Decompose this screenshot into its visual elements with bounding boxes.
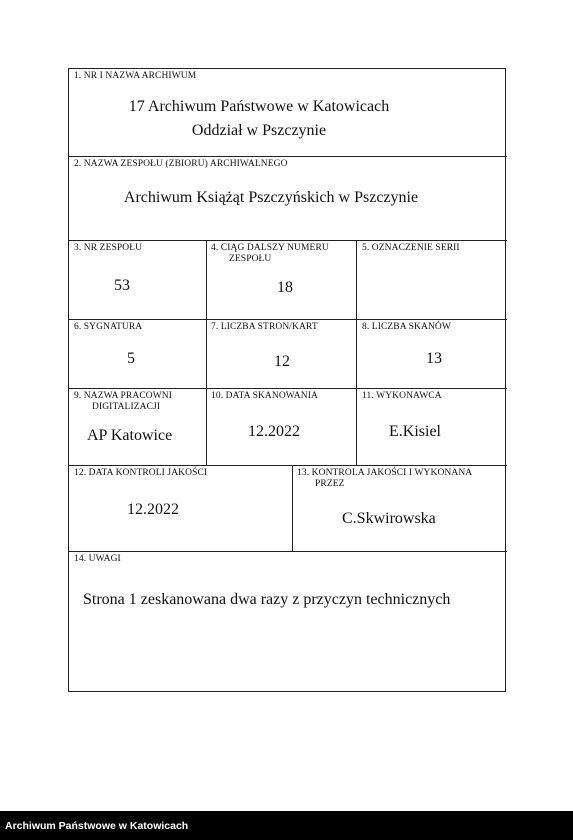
operator-label: 11. WYKONAWCA: [362, 391, 442, 401]
digitization-lab-label: 9. NAZWA PRACOWNI: [74, 391, 173, 401]
column-divider: [292, 465, 293, 551]
metadata-form: [68, 68, 506, 692]
fonds-name-label: 2. NAZWA ZESPOŁU (ZBIORU) ARCHIWALNEGO: [74, 159, 288, 169]
footer-archive-name: Archiwum Państwowe w Katowicach: [5, 820, 189, 832]
signature-label: 6. SYGNATURA: [74, 322, 143, 332]
fonds-name-value: Archiwum Książąt Pszczyńskich w Pszczynie: [123, 189, 419, 206]
scan-date-label: 10. DATA SKANOWANIA: [211, 391, 318, 401]
scan-date-value: 12.2022: [248, 423, 300, 440]
archive-name-line1: 17 Archiwum Państwowe w Katowicach: [128, 98, 390, 115]
archive-name-line2: Oddział w Pszczynie: [191, 122, 327, 139]
scan-count-label: 8. LICZBA SKANÓW: [362, 322, 451, 332]
row-divider: [69, 319, 507, 320]
row-divider: [69, 156, 507, 157]
digitization-lab-value: AP Katowice: [87, 427, 173, 444]
quality-control-by-label-line2: PRZEZ: [315, 479, 345, 489]
fonds-continuation-label: 4. CIĄG DALSZY NUMERU: [211, 243, 329, 253]
footer-bar: [0, 811, 573, 840]
scan-count-value: 13: [426, 350, 442, 367]
row-divider: [69, 465, 507, 466]
row-divider: [69, 388, 507, 389]
digitization-lab-label-line2: DIGITALIZACJI: [92, 402, 161, 412]
fonds-continuation-label-line2: ZESPOŁU: [229, 254, 272, 264]
operator-value: E.Kisiel: [389, 423, 441, 440]
fonds-continuation-value: 18: [277, 279, 293, 296]
quality-control-by-value: C.Skwirowska: [342, 510, 436, 527]
column-divider: [206, 240, 207, 465]
quality-control-date-value: 12.2022: [127, 501, 179, 518]
row-divider: [69, 551, 507, 552]
row-divider: [69, 240, 507, 241]
fonds-number-value: 53: [114, 277, 130, 294]
column-divider: [356, 240, 357, 465]
page-count-value: 12: [274, 353, 290, 370]
series-label: 5. OZNACZENIE SERII: [362, 243, 460, 253]
fonds-number-label: 3. NR ZESPOŁU: [74, 243, 143, 253]
quality-control-date-label: 12. DATA KONTROLI JAKOŚCI: [74, 468, 208, 478]
archive-number-label: 1. NR I NAZWA ARCHIWUM: [74, 71, 197, 81]
signature-value: 5: [127, 350, 135, 367]
remarks-value: Strona 1 zeskanowana dwa razy z przyczyn technicznych: [83, 591, 451, 608]
quality-control-by-label: 13. KONTROLA JAKOŚCI I WYKONANA: [297, 468, 473, 478]
remarks-label: 14. UWAGI: [74, 554, 121, 564]
page-count-label: 7. LICZBA STRON/KART: [211, 322, 318, 332]
